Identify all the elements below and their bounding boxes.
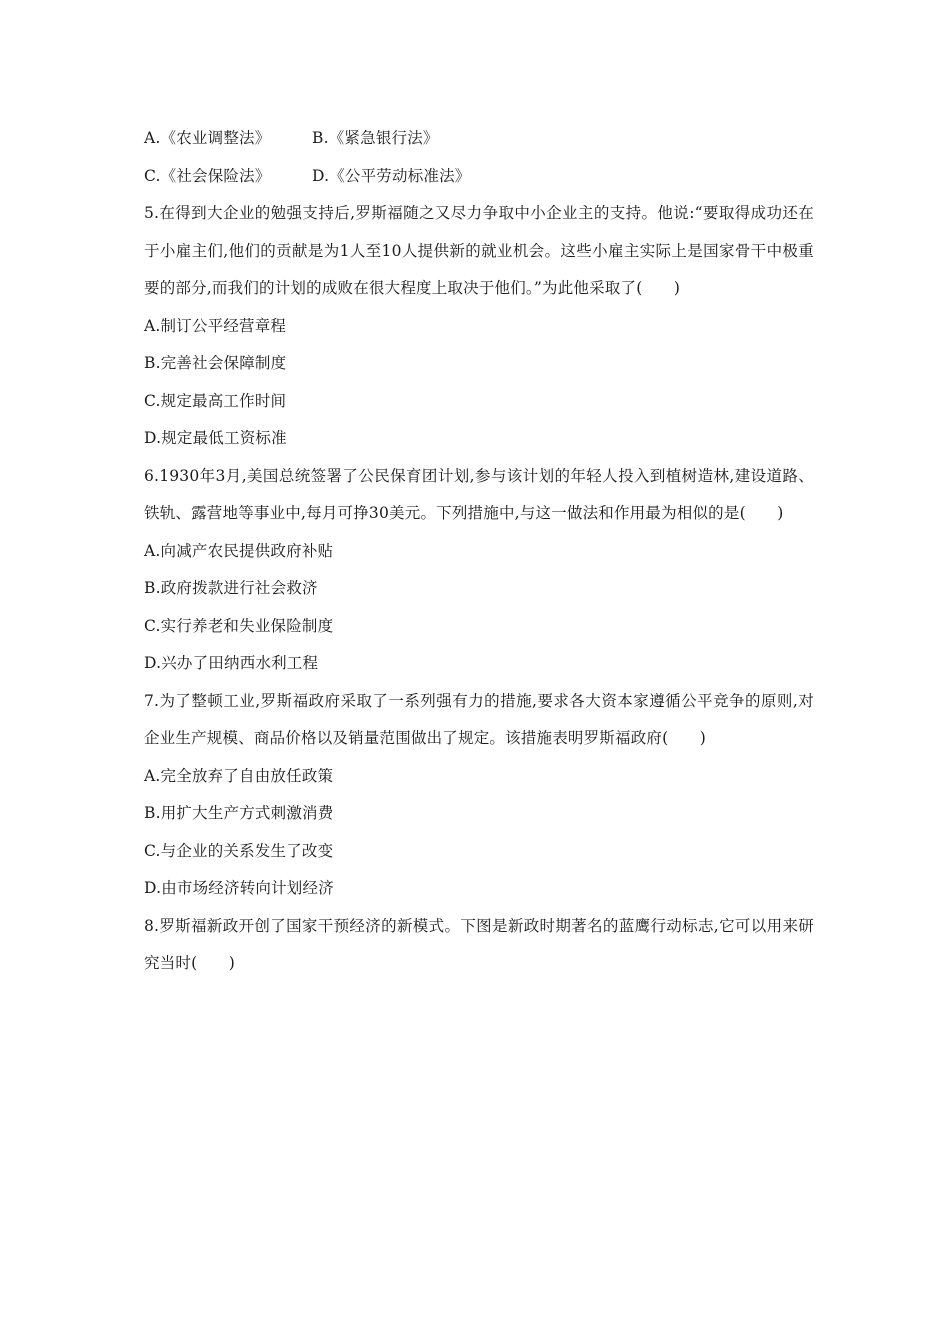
question-7-option-a: A.完全放弃了自由放任政策 [144, 766, 334, 785]
q4-option-a: A.《农业调整法》 [144, 129, 271, 147]
question-8-stem: 8.罗斯福新政开创了国家干预经济的新模式。下图是新政时期著名的蓝鹰行动标志,它可以用来研究当时( ) [144, 916, 814, 972]
question-5-option-c: C.规定最高工作时间 [144, 391, 287, 410]
question-6 [144, 458, 814, 683]
question-7-option-c: C.与企业的关系发生了改变 [144, 841, 334, 860]
question-5-option-d: D.规定最低工资标准 [144, 429, 287, 447]
question-7-stem: 7.为了整顿工业,罗斯福政府采取了一系列强有力的措施,要求各大资本家遵循公平竞争的原则,对企业生产规模、商品价格以及销量范围做出了规定。该措施表明罗斯福政府( ) [144, 691, 814, 747]
question-6-option-b: B.政府拨款进行社会救济 [144, 579, 318, 597]
question-7-option-b: B.用扩大生产方式刺激消费 [144, 804, 334, 822]
question-5 [144, 195, 814, 458]
question-7-option-d: D.由市场经济转向计划经济 [144, 879, 334, 897]
question-6-option-d: D.兴办了田纳西水利工程 [144, 654, 319, 672]
q4-option-c: C.《社会保险法》 [144, 166, 271, 185]
question-7 [144, 683, 814, 908]
q4-options-row-1 [144, 120, 814, 158]
document-page [144, 120, 814, 983]
q4-options-row-2 [144, 158, 814, 196]
question-5-option-b: B.完善社会保障制度 [144, 354, 287, 372]
q4-option-b: B.《紧急银行法》 [312, 129, 439, 147]
question-5-option-a: A.制订公平经营章程 [144, 316, 287, 335]
question-6-option-c: C.实行养老和失业保险制度 [144, 616, 334, 635]
question-6-option-a: A.向减产农民提供政府补贴 [144, 541, 334, 560]
q4-option-d: D.《公平劳动标准法》 [312, 166, 471, 185]
question-8 [144, 908, 814, 983]
question-5-stem: 5.在得到大企业的勉强支持后,罗斯福随之又尽力争取中小企业主的支持。他说:“要取得成功还在于小雇主们,他们的贡献是为1人至10人提供新的就业机会。这些小雇主实际上是国家骨干中极重要的部分,而我们的计划的成败在很大程度上取决于他们。”为此他采取了( ) [144, 204, 814, 297]
question-6-stem: 6.1930年3月,美国总统签署了公民保育团计划,参与该计划的年轻人投入到植树造林,建设道路、铁轨、露营地等事业中,每月可挣30美元。下列措施中,与这一做法和作用最为相似的是( ) [144, 466, 814, 522]
